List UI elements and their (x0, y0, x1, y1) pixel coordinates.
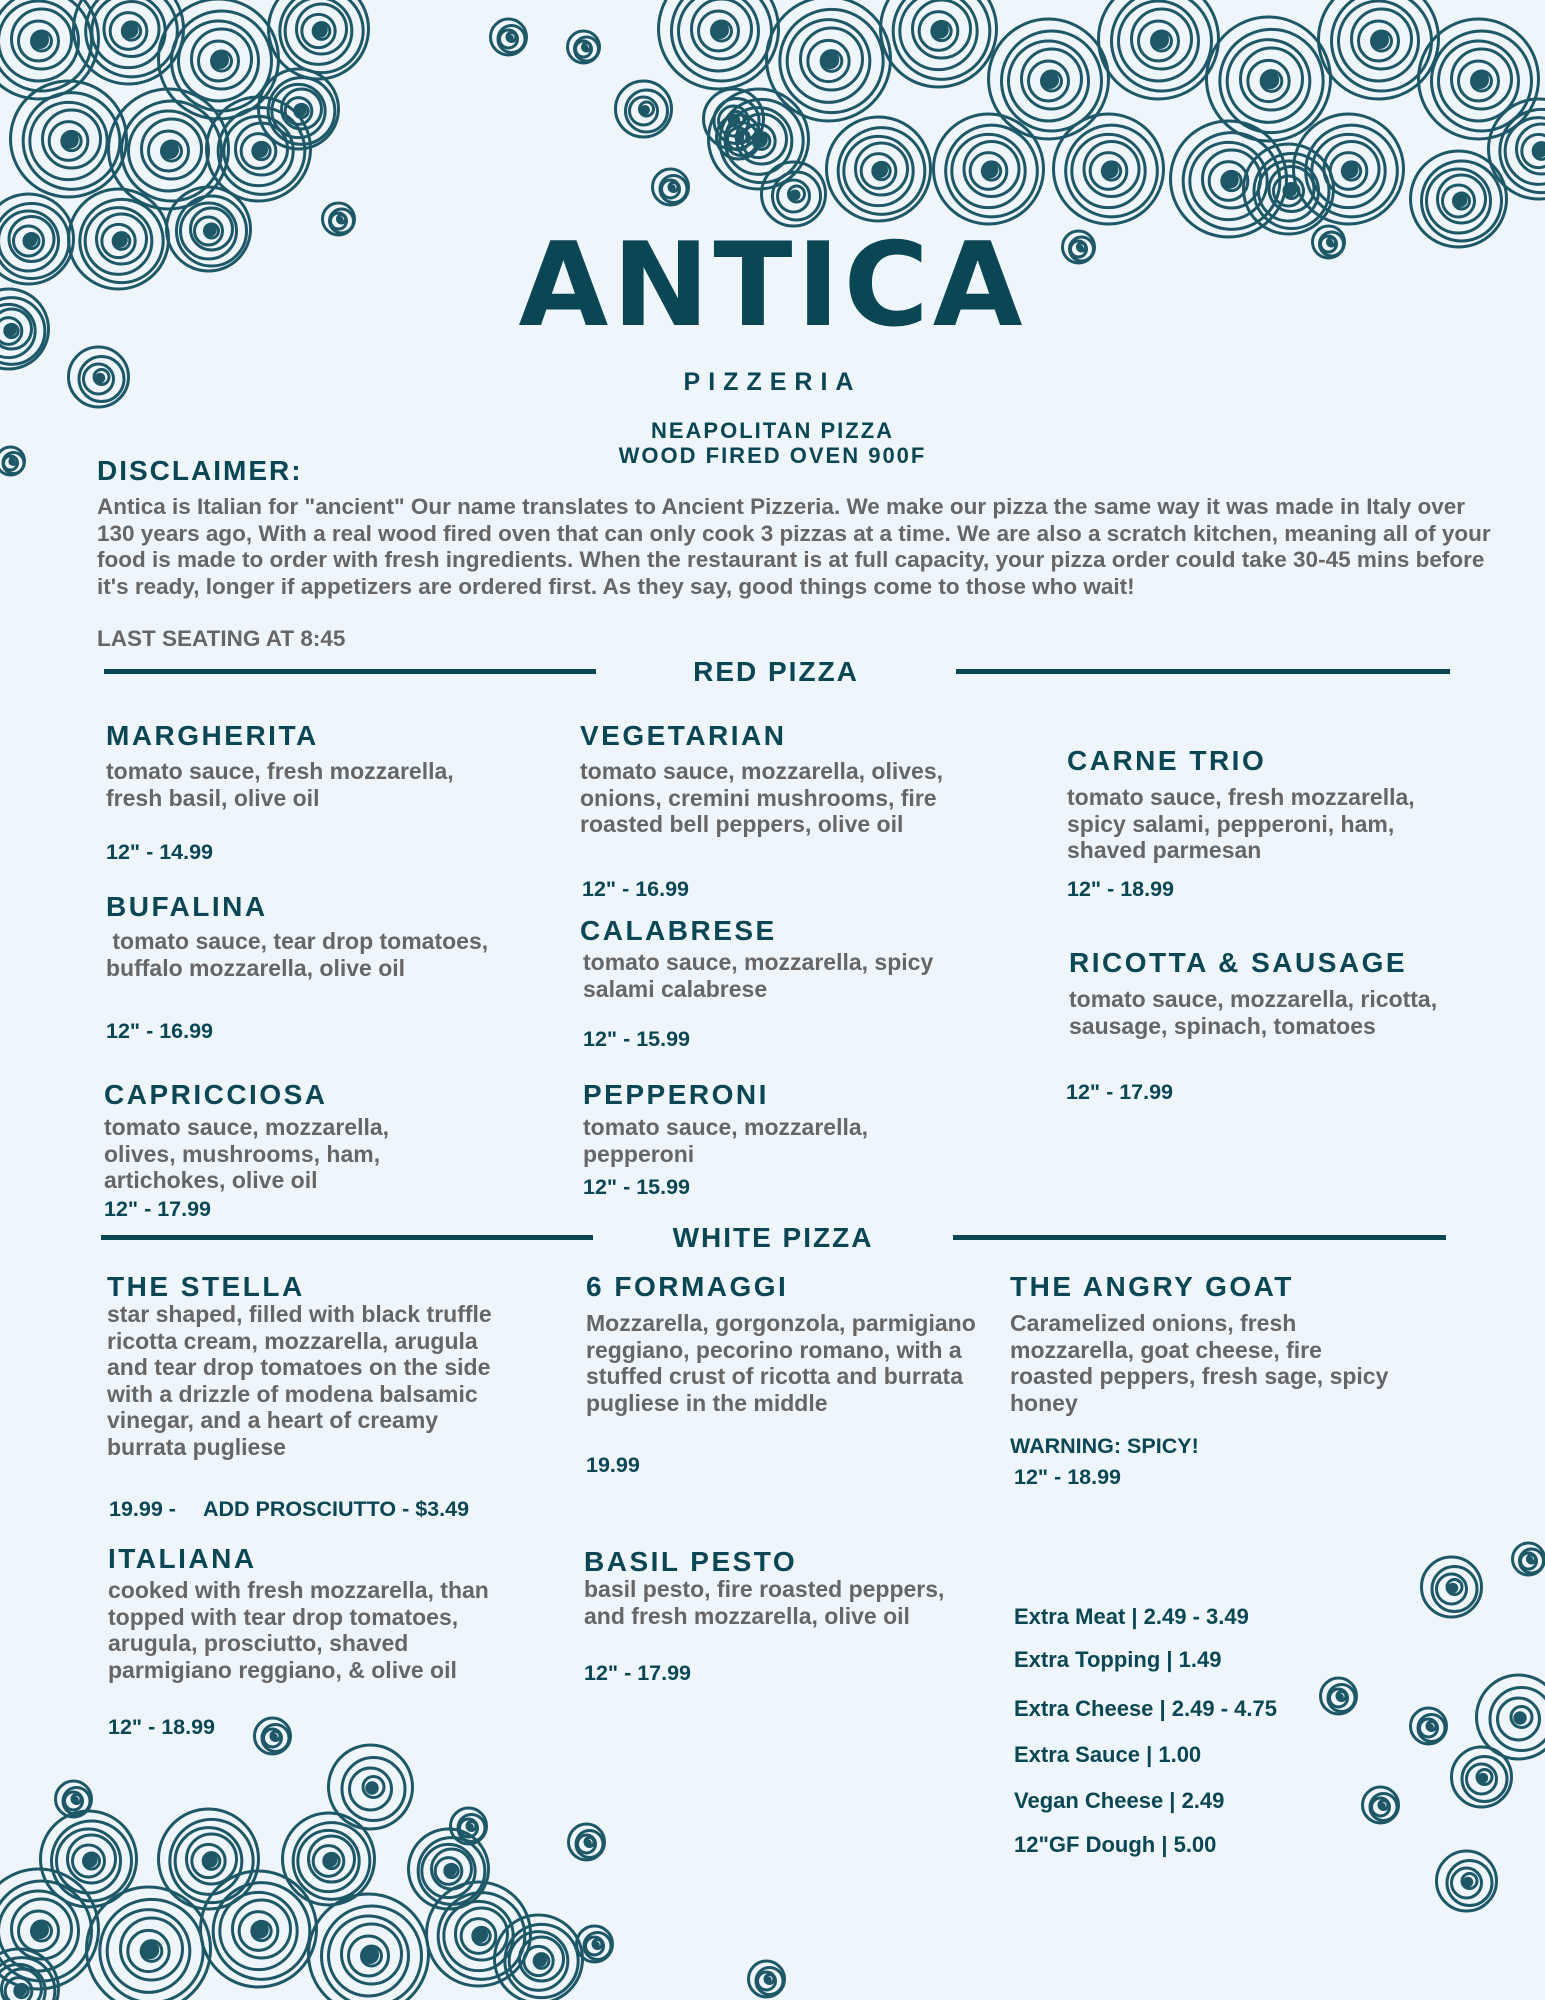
menu-item-description: star shaped, filled with black truffle ricotta cream, mozzarella, arugula and tear drop tomatoes on the side with a drizzle of modena balsamic vinegar, and a heart of creamy burrata pugliese (107, 1301, 492, 1460)
menu-item-price: 12" - 18.99 (108, 1715, 216, 1739)
menu-item-price: 19.99 (586, 1453, 640, 1477)
extra-item: 12"GF Dough | 5.00 (1014, 1832, 1217, 1857)
menu-item-description: tomato sauce, mozzarella, olives, onions, cremini mushrooms, fire roasted bell peppers, olive oil (580, 758, 944, 837)
extra-item: Extra Meat | 2.49 - 3.49 (1014, 1604, 1249, 1629)
section-rule-left (101, 1235, 593, 1240)
menu-item-name: ITALIANA (108, 1543, 257, 1574)
restaurant-title: ANTICA (518, 218, 1027, 353)
menu-item-description: tomato sauce, fresh mozzarella, fresh basil, olive oil (106, 758, 454, 811)
menu-item-name: MARGHERITA (106, 720, 319, 751)
extra-item: Vegan Cheese | 2.49 (1014, 1788, 1225, 1813)
menu-item-price: 12" - 16.99 (106, 1019, 214, 1043)
menu-item-description: cooked with fresh mozzarella, than topped with tear drop tomatoes, arugula, prosciutto, shaved parmigiano reggiano, & olive oil (108, 1577, 489, 1683)
section-rule-right (956, 669, 1450, 674)
red-pizza-heading: RED PIZZA (693, 656, 859, 687)
menu-item-name: 6 FORMAGGI (586, 1271, 789, 1302)
menu-item-description: tomato sauce, mozzarella, olives, mushrooms, ham, artichokes, olive oil (104, 1114, 390, 1193)
section-rule-left (104, 669, 596, 674)
spicy-warning: WARNING: SPICY! (1010, 1434, 1199, 1458)
extra-item: Extra Cheese | 2.49 - 4.75 (1014, 1696, 1277, 1721)
menu-item-name: BUFALINA (106, 891, 268, 922)
menu-item-name: CAPRICCIOSA (104, 1079, 328, 1110)
restaurant-subtitle: PIZZERIA (683, 368, 862, 396)
menu-item-name: RICOTTA & SAUSAGE (1069, 947, 1408, 978)
menu-item-price: 12" - 17.99 (584, 1661, 692, 1685)
menu-item-price: 12" - 14.99 (106, 840, 214, 864)
extra-item: Extra Sauce | 1.00 (1014, 1742, 1202, 1767)
menu-item-description: Mozzarella, gorgonzola, parmigiano reggiano, pecorino romano, with a stuffed crust of ricotta and burrata pugliese in the middle (586, 1310, 976, 1416)
white-pizza-heading: WHITE PIZZA (672, 1222, 874, 1253)
menu-item-description: Caramelized onions, fresh mozzarella, goat cheese, fire roasted peppers, fresh sage, spicy honey (1010, 1310, 1389, 1416)
add-prosciutto-addon: ADD PROSCIUTTO - $3.49 (203, 1497, 470, 1521)
menu-item-description: basil pesto, fire roasted peppers, and fresh mozzarella, olive oil (584, 1576, 945, 1629)
menu-item-price: 12" - 16.99 (582, 877, 690, 901)
tagline-oven: WOOD FIRED OVEN 900F (618, 443, 927, 468)
menu-item-description: tomato sauce, fresh mozzarella, spicy salami, pepperoni, ham, shaved parmesan (1067, 784, 1415, 863)
menu-item-name: CALABRESE (580, 915, 777, 946)
menu-item-price: 12" - 15.99 (583, 1175, 691, 1199)
menu-item-description: tomato sauce, mozzarella, spicy salami calabrese (583, 949, 934, 1002)
menu-item-name: BASIL PESTO (584, 1546, 798, 1577)
menu-item-name: PEPPERONI (583, 1079, 769, 1110)
menu-item-description: tomato sauce, mozzarella, pepperoni (583, 1114, 869, 1167)
menu-item-name: CARNE TRIO (1067, 745, 1267, 776)
disclaimer-heading: DISCLAIMER: (97, 455, 303, 486)
tagline-neapolitan: NEAPOLITAN PIZZA (650, 418, 895, 443)
menu-item-name: VEGETARIAN (580, 720, 787, 751)
menu-item-price: 12" - 15.99 (583, 1027, 691, 1051)
menu-item-price: 12" - 17.99 (1066, 1080, 1174, 1104)
menu-item-name: THE ANGRY GOAT (1010, 1271, 1294, 1302)
section-rule-right (953, 1235, 1446, 1240)
menu-item-price: 12" - 18.99 (1014, 1465, 1122, 1489)
menu-item-description: tomato sauce, mozzarella, ricotta, sausage, spinach, tomatoes (1069, 986, 1438, 1039)
menu-item-price: 12" - 17.99 (104, 1197, 212, 1221)
menu-item-name: THE STELLA (107, 1271, 305, 1302)
menu-item-description: tomato sauce, tear drop tomatoes, buffalo mozzarella, olive oil (106, 928, 495, 981)
extra-item: Extra Topping | 1.49 (1014, 1647, 1222, 1672)
menu-item-price: 12" - 18.99 (1067, 877, 1175, 901)
disclaimer-text: Antica is Italian for "ancient" Our name translates to Ancient Pizzeria. We make our pizza the same way it was made in Italy over 130 years ago, With a real wood fired oven that can only cook 3 pizzas at a time. We are also a scratch kitchen, meaning all of your food is made to order with fresh ingredients. When the restaurant is at full capacity, your pizza order could take 30-45 mins before it's ready, longer if appetizers are ordered first. As they say, good things come to those who wait! (97, 494, 1491, 599)
last-seating-note: LAST SEATING AT 8:45 (97, 626, 346, 651)
menu-item-price: 19.99 - (109, 1497, 176, 1521)
